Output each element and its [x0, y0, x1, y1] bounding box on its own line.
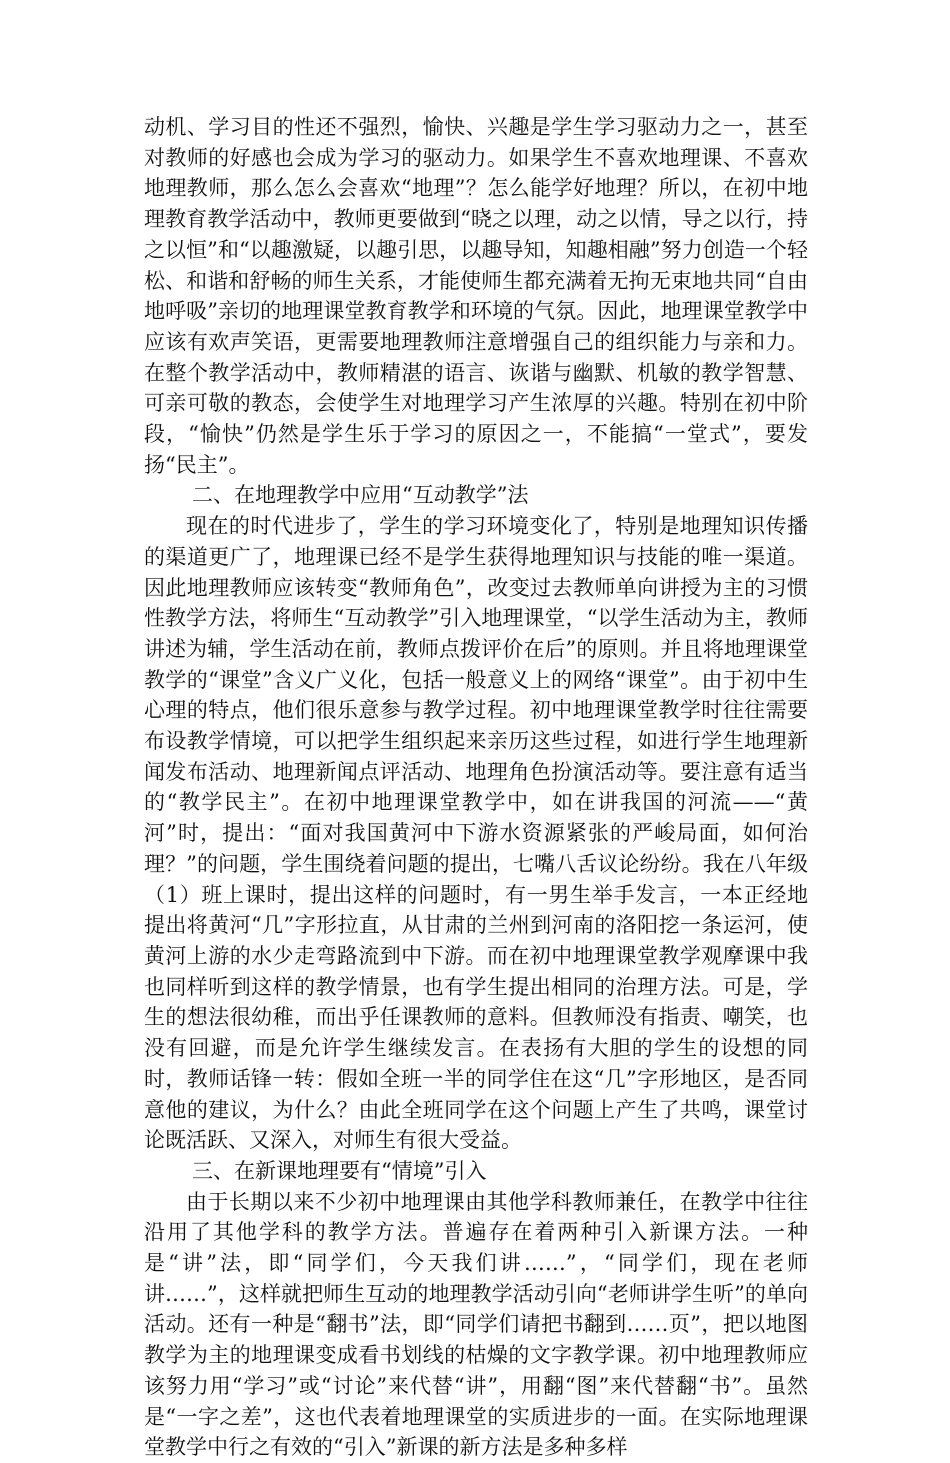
- section-heading-2: 二、在地理教学中应用“互动教学”法: [192, 483, 529, 508]
- document-page: [144, 112, 808, 1463]
- body-paragraph-1: 动机、学习目的性还不强烈，愉快、兴趣是学生学习驱动力之一，甚至对教师的好感也会成为学习的驱动力。如果学生不喜欢地理课、不喜欢地理教师，那么怎么会喜欢“地理”？怎么能学好地理？所以，在初中地理教育教学活动中，教师更要做到“晓之以理，动之以情，导之以行，持之以恒”和“以趣激疑，以趣引思，以趣导知，知趣相融”努力创造一个轻松、和谐和舒畅的师生关系，才能使师生都充满着无拘无束地共同“自由地呼吸”亲切的地理课堂教育教学和环境的气氛。因此，地理课堂教学中应该有欢声笑语，更需要地理教师注意增强自己的组织能力与亲和力。在整个教学活动中，教师精湛的语言、诙谐与幽默、机敏的教学智慧、可亲可敬的教态，会使学生对地理学习产生浓厚的兴趣。特别在初中阶段，“愉快”仍然是学生乐于学习的原因之一，不能搞“一堂式”，要发扬“民主”。: [144, 115, 808, 477]
- body-paragraph-2: 现在的时代进步了，学生的学习环境变化了，特别是地理知识传播的渠道更广了，地理课已经不是学生获得地理知识与技能的唯一渠道。因此地理教师应该转变“教师角色”，改变过去教师单向讲授为主的习惯性教学方法，将师生“互动教学”引入地理课堂，“以学生活动为主，教师讲述为辅，学生活动在前，教师点拨评价在后”的原则。并且将地理课堂教学的“课堂”含义广义化，包括一般意义上的网络“课堂”。由于初中生心理的特点，他们很乐意参与教学过程。初中地理课堂教学时往往需要布设教学情境，可以把学生组织起来亲历这些过程，如进行学生地理新闻发布活动、地理新闻点评活动、地理角色扮演活动等。要注意有适当的“教学民主”。在初中地理课堂教学中，如在讲我国的河流——“黄河”时，提出：“面对我国黄河中下游水资源紧张的严峻局面，如何治理？”的问题，学生围绕着问题的提出，七嘴八舌议论纷纷。我在八年级（1）班上课时，提出这样的问题时，有一男生举手发言，一本正经地提出将黄河“几”字形拉直，从甘肃的兰州到河南的洛阳挖一条运河，使黄河上游的水少走弯路流到中下游。而在初中地理课堂教学观摩课中我也同样听到这样的教学情景，也有学生提出相同的治理方法。可是，学生的想法很幼稚，而出乎任课教师的意料。但教师没有指责、嘲笑，也没有回避，而是允许学生继续发言。在表扬有大胆的学生的设想的同时，教师话锋一转：假如全班一半的同学住在这“几”字形地区，是否同意他的建议，为什么？由此全班同学在这个问题上产生了共鸣，课堂讨论既活跃、又深入，对师生有很大受益。: [144, 514, 808, 1153]
- body-paragraph-3: 由于长期以来不少初中地理课由其他学科教师兼任，在教学中往往沿用了其他学科的教学方法。普遍存在着两种引入新课方法。一种是“讲”法，即“同学们，今天我们讲……”，“同学们，现在老师讲……”，这样就把师生互动的地理教学活动引向“老师讲学生听”的单向活动。还有一种是“翻书”法，即“同学们请把书翻到……页”，把以地图教学为主的地理课变成看书划线的枯燥的文字教学课。初中地理教师应该努力用“学习”或“讨论”来代替“讲”，用翻“图”来代替翻“书”。虽然是“一字之差”，这也代表着地理课堂的实质进步的一面。在实际地理课堂教学中行之有效的“引入”新课的新方法是多种多样: [144, 1189, 808, 1460]
- section-heading-3: 三、在新课地理要有“情境”引入: [192, 1158, 487, 1183]
